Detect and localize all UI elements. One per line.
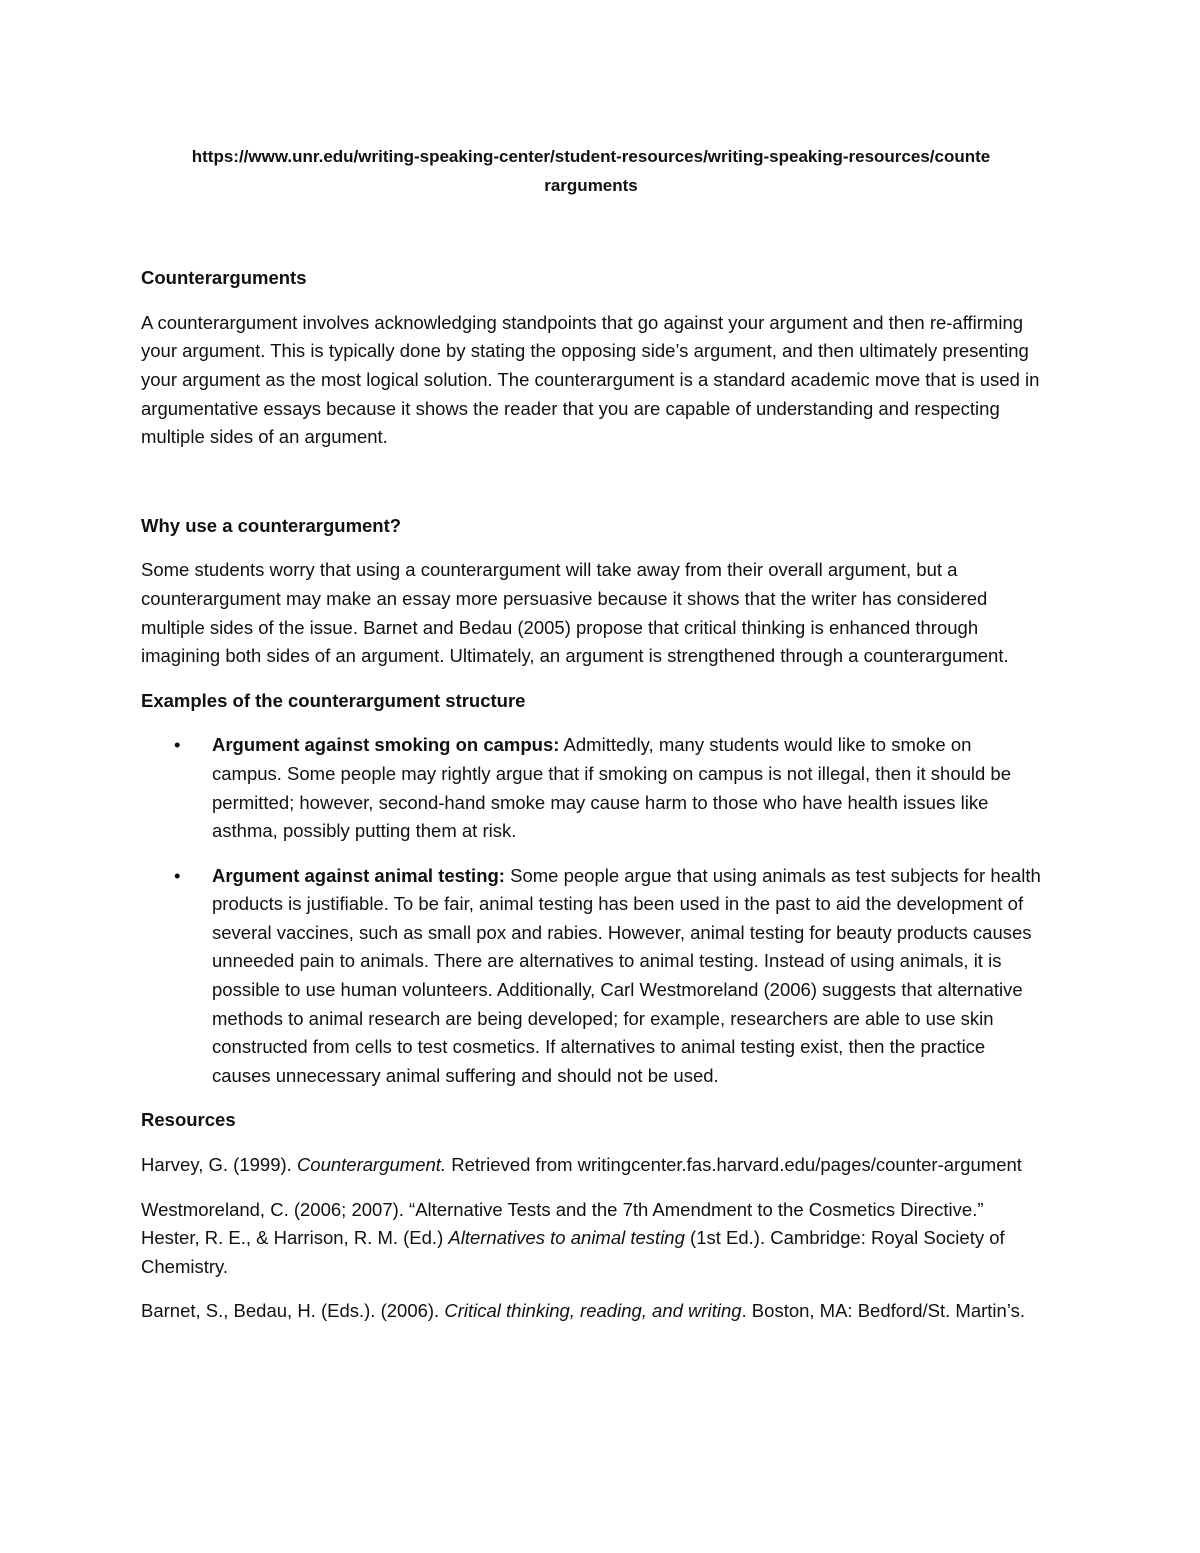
reference-title: Counterargument. bbox=[296, 1154, 447, 1176]
reference-text: Harvey, G. (1999). bbox=[141, 1154, 297, 1176]
paragraph-why-use: Some students worry that using a counterargument will take away from their overall argument, but a counterargument may make an essay more persuasive because it shows that the writer has considered multiple sides of the issue. Barnet and Bedau (2005) propose that critical thinking is enhanced through imagining both sides of an argument. Ultimately, an argument is strengthened through a counterargument. bbox=[141, 559, 1009, 667]
section-heading-examples: Examples of the counterargument structure bbox=[141, 689, 526, 711]
paragraph-counterargument-definition: A counterargument involves acknowledging standpoints that go against your argument and then re-affirming your argument. This is typically done by stating the opposing side’s argument, and then ultimately presenting your argument as the most logical solution. The counterargument is a standard academic move that is used in argumentative essays because it shows the reader that you are capable of understanding and respecting multiple sides of an argument. bbox=[141, 311, 1040, 448]
list-item bbox=[141, 731, 1041, 845]
examples-list bbox=[141, 731, 1041, 1090]
example-label: Argument against animal testing: bbox=[212, 864, 505, 886]
section-heading-resources: Resources bbox=[141, 1109, 236, 1131]
example-text: Admittedly, many students would like to smoke on campus. Some people may rightly argue that if smoking on campus is not illegal, then it should be permitted; however, second-hand smoke may cause harm to those who have health issues like asthma, possibly putting them at risk. bbox=[212, 734, 1012, 842]
section-heading-counterarguments: Counterarguments bbox=[141, 267, 307, 289]
reference-title: Critical thinking, reading, and writing bbox=[444, 1300, 742, 1322]
reference-text: . Boston, MA: Bedford/St. Martin’s. bbox=[741, 1300, 1025, 1322]
example-label: Argument against smoking on campus: bbox=[212, 734, 560, 756]
example-text: Some people argue that using animals as test subjects for health products is justifiable. To be fair, animal testing has been used in the past to aid the development of several vaccines, such as small pox and rabies. However, animal testing for beauty products causes unneeded pain to animals. There are alternatives to animal testing. Instead of using animals, it is possible to use human volunteers. Additionally, Carl Westmoreland (2006) suggests that alternative methods to animal research are being developed; for example, researchers are able to use skin constructed from cells to test cosmetics. If alternatives to animal testing exist, then the practice causes unnecessary animal suffering and should not be used. bbox=[212, 864, 1041, 1086]
bullet-icon: • bbox=[174, 864, 181, 886]
reference-text: (1st Ed.). Cambridge: Royal Society of Chemistry. bbox=[141, 1227, 1005, 1277]
source-url: https://www.unr.edu/writing-speaking-center/student-resources/writing-speaking-resources/counterarguments bbox=[191, 147, 991, 195]
page-content bbox=[141, 143, 1041, 1342]
reference-barnet bbox=[141, 1297, 1041, 1326]
section-heading-why-use: Why use a counterargument? bbox=[141, 514, 402, 536]
bullet-icon: • bbox=[174, 734, 181, 756]
reference-text: Westmoreland, C. (2006; 2007). “Alternative Tests and the 7th Amendment to the Cosmetics Directive.” Hester, R. E., & Harrison, R. M. (Ed.) bbox=[141, 1198, 984, 1249]
reference-title: Alternatives to animal testing bbox=[448, 1227, 685, 1249]
reference-text: Barnet, S., Bedau, H. (Eds.). (2006). bbox=[141, 1300, 445, 1322]
list-item bbox=[141, 862, 1041, 1091]
reference-text: Retrieved from writingcenter.fas.harvard.edu/pages/counter-argument bbox=[446, 1154, 1022, 1176]
reference-harvey bbox=[141, 1151, 1041, 1180]
reference-westmoreland bbox=[141, 1196, 1041, 1282]
